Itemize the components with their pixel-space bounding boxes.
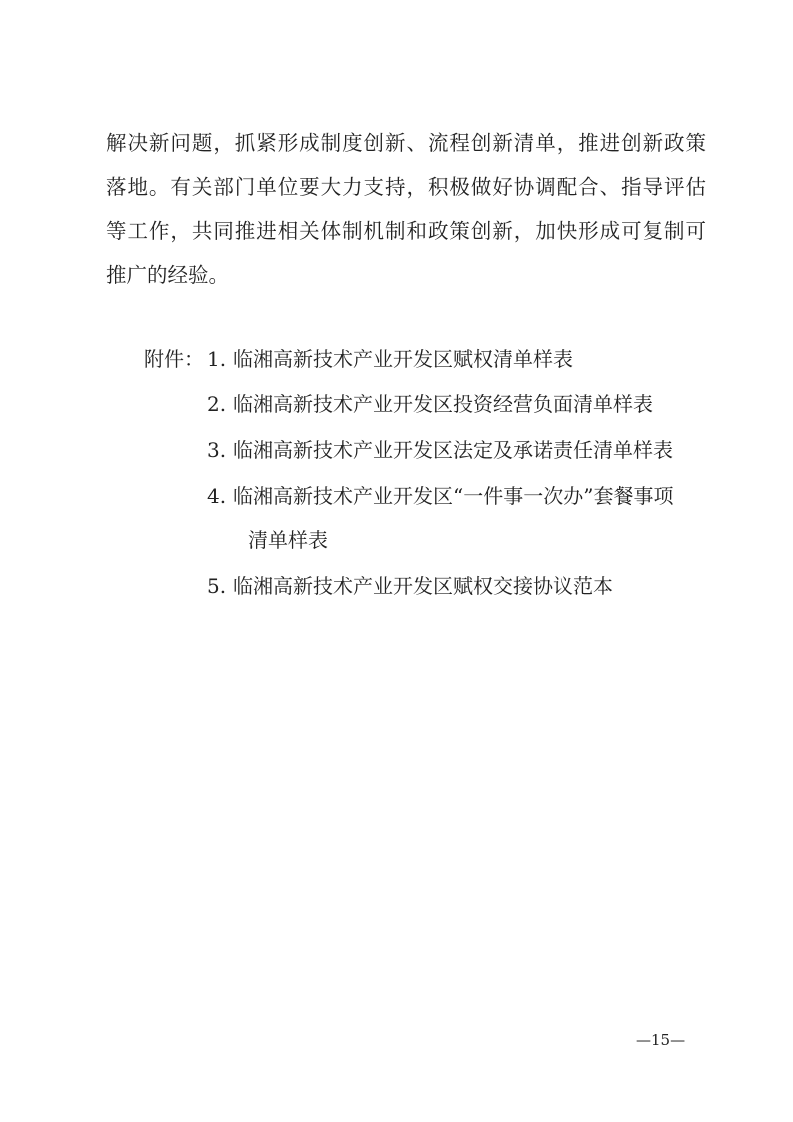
body-line-2: 落地。有关部门单位要大力支持，积极做好协调配合、指导评估: [106, 175, 706, 199]
attachment-item-4: [0, 474, 793, 518]
attachment-number: 2.: [207, 392, 227, 416]
attachment-number: 3.: [207, 438, 227, 462]
attachment-item-3: [0, 428, 793, 472]
body-line-4: 推广的经验。: [106, 263, 229, 287]
page-number: —15—: [636, 1031, 686, 1049]
attachment-title: 临湘高新技术产业开发区法定及承诺责任清单样表: [233, 438, 673, 462]
attachment-title: 临湘高新技术产业开发区赋权清单样表: [233, 347, 573, 371]
attachment-number: 4.: [207, 484, 227, 508]
attachment-number: 5.: [207, 574, 227, 598]
attachment-title: 临湘高新技术产业开发区赋权交接协议范本: [233, 574, 613, 598]
body-line-3: 等工作，共同推进相关体制机制和政策创新，加快形成可复制可: [106, 219, 706, 243]
attachment-item-4-continuation: [0, 518, 793, 562]
attachment-title-continuation: 清单样表: [248, 528, 328, 552]
attachment-title: 临湘高新技术产业开发区“一件事一次办”套餐事项: [233, 484, 674, 508]
attachment-title: 临湘高新技术产业开发区投资经营负面清单样表: [233, 392, 653, 416]
attachment-item-5: [0, 564, 793, 608]
body-paragraph: [106, 121, 706, 297]
attachment-number: 1.: [207, 347, 227, 371]
attachment-item-2: [0, 382, 793, 426]
attachment-item-1: [0, 337, 793, 381]
attachments-label: 附件：: [144, 347, 204, 371]
body-line-1: 解决新问题，抓紧形成制度创新、流程创新清单，推进创新政策: [106, 131, 706, 155]
